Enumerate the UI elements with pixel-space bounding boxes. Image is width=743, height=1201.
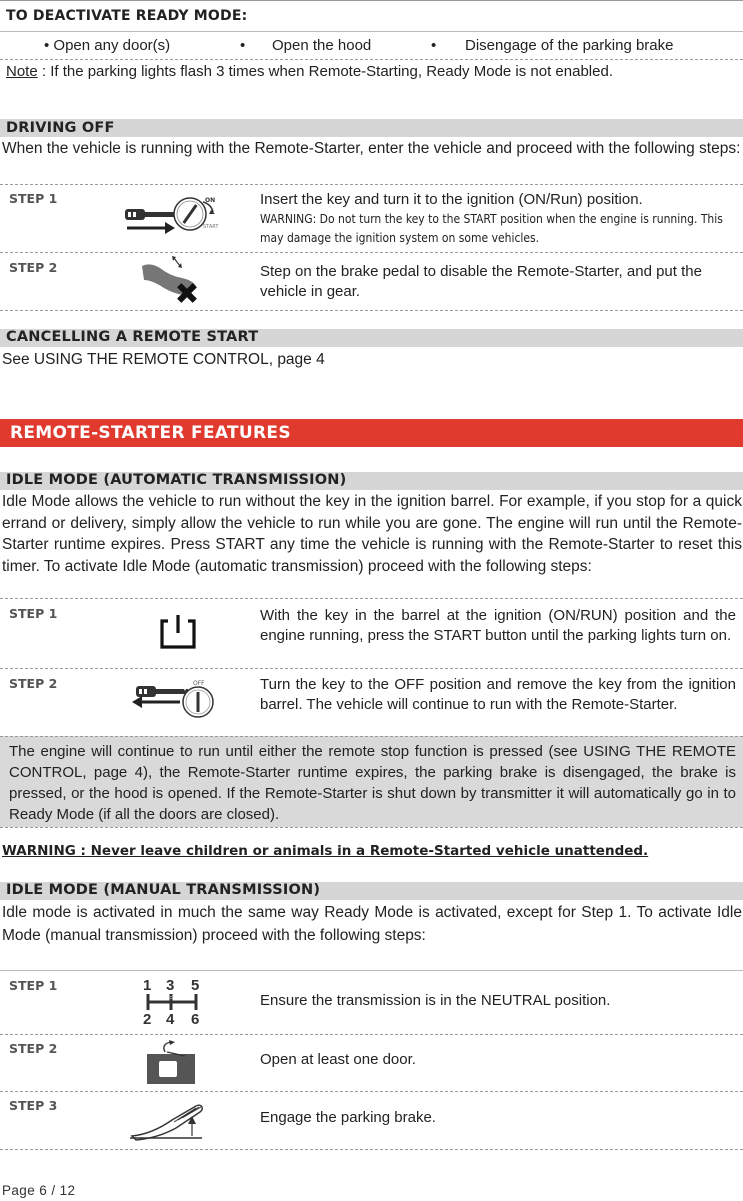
- step-text: Open at least one door.: [260, 1051, 416, 1068]
- ignition-on-icon: [125, 190, 225, 236]
- divider: [0, 598, 743, 599]
- idle-auto-title: IDLE MODE (AUTOMATIC TRANSMISSION): [6, 472, 347, 488]
- gear-label: 6: [191, 1011, 200, 1026]
- bullet: •: [431, 37, 437, 54]
- step-label: STEP 2: [9, 260, 58, 275]
- brake-pedal-icon: [140, 254, 206, 306]
- divider: [0, 970, 743, 971]
- ignition-off-text: OFF: [193, 680, 205, 687]
- divider: [0, 1091, 743, 1092]
- divider: [0, 668, 743, 669]
- divider: [0, 736, 743, 737]
- driving-off-title: DRIVING OFF: [6, 120, 115, 136]
- ignition-on-text: ON: [205, 197, 216, 204]
- divider: [0, 310, 743, 311]
- features-title: REMOTE-STARTER FEATURES: [10, 423, 291, 443]
- step-label: STEP 2: [9, 676, 58, 691]
- gear-label: 4: [166, 1011, 175, 1026]
- step-label: STEP 3: [9, 1098, 58, 1113]
- gear-shift-icon: [140, 976, 206, 1026]
- deactivate-item-brake: Disengage of the parking brake: [465, 37, 674, 54]
- deactivate-item-hood: Open the hood: [272, 37, 372, 54]
- divider: [0, 59, 743, 60]
- step-text: Turn the key to the OFF position and remove the key from the ignition barrel. The vehicle will continue to run with the Remote-Starter.: [260, 676, 736, 713]
- divider: [0, 31, 743, 32]
- idle-manual-intro: Idle mode is activated in much the same way Ready Mode is activated, except for Step 1. To activate Idle Mode (manual transmission) proceed with the following steps:: [2, 904, 742, 944]
- step-warning: WARNING: Do not turn the key to the START position when the engine is running. This may damage the ignition system on some vehicles.: [260, 212, 723, 245]
- divider: [0, 184, 743, 185]
- step-label: STEP 1: [9, 606, 58, 621]
- divider: [0, 1034, 743, 1035]
- divider: [0, 252, 743, 253]
- deactivate-title: TO DEACTIVATE READY MODE:: [6, 8, 248, 24]
- divider: [0, 1149, 743, 1150]
- step-label: STEP 1: [9, 978, 58, 993]
- cancelling-title: CANCELLING A REMOTE START: [6, 329, 259, 345]
- driving-off-intro: When the vehicle is running with the Remote-Starter, enter the vehicle and proceed with the following steps:: [2, 140, 741, 157]
- step-label: STEP 2: [9, 1041, 58, 1056]
- door-open-icon: [145, 1040, 197, 1086]
- step-text: Step on the brake pedal to disable the Remote-Starter, and put the vehicle in gear.: [260, 263, 702, 300]
- gear-label: 2: [143, 1011, 152, 1026]
- step-text: Engage the parking brake.: [260, 1109, 436, 1126]
- step-text: Ensure the transmission is in the NEUTRAL position.: [260, 992, 611, 1009]
- step-text: Insert the key and turn it to the ignition (ON/Run) position.: [260, 191, 643, 208]
- gear-label: 3: [166, 977, 175, 994]
- gear-label: 5: [191, 977, 200, 994]
- divider: [0, 827, 743, 828]
- top-divider: [0, 0, 743, 1]
- deactivate-item-door: • Open any door(s): [44, 37, 171, 54]
- power-button-icon: [158, 613, 198, 653]
- page-number: Page 6 / 12: [2, 1183, 76, 1198]
- parking-brake-icon: [130, 1100, 210, 1142]
- idle-auto-note: The engine will continue to run until either the remote stop function is pressed (see USING THE REMOTE CONTROL, page 4), the Remote-Starter runtime expires, the parking brake is disengaged, the brake is pressed, or the hood is opened. If the Remote-Starter is shut down by transmitter it will automatically go in to Ready Mode (if all the doors are closed).: [9, 743, 736, 823]
- ignition-start-text: START: [203, 224, 219, 230]
- note-label: Note: [6, 63, 38, 80]
- ignition-off-icon: [130, 678, 222, 724]
- note-text: : If the parking lights flash 3 times when Remote-Starting, Ready Mode is not enabled.: [37, 63, 613, 80]
- note-line: [6, 63, 613, 80]
- gear-label: 1: [143, 977, 152, 994]
- bullet: •: [240, 37, 246, 54]
- step-label: STEP 1: [9, 191, 58, 206]
- step-text: With the key in the barrel at the ignition (ON/RUN) position and the engine running, press the START button until the parking lights turn on.: [260, 607, 736, 644]
- cancelling-text: See USING THE REMOTE CONTROL, page 4: [2, 351, 325, 368]
- idle-auto-warning: WARNING : Never leave children or animals in a Remote-Started vehicle unattended.: [2, 843, 649, 859]
- idle-auto-intro: Idle Mode allows the vehicle to run without the key in the ignition barrel. For example, if you stop for a quick errand or delivery, simply allow the vehicle to run while you are gone. The engine will run until the Remote-Starter runtime expires. Press START any time the vehicle is running with the Remote-Starter to reset this timer. To activate Idle Mode (automatic transmission) proceed with the following steps:: [2, 493, 742, 575]
- idle-manual-title: IDLE MODE (MANUAL TRANSMISSION): [6, 882, 321, 898]
